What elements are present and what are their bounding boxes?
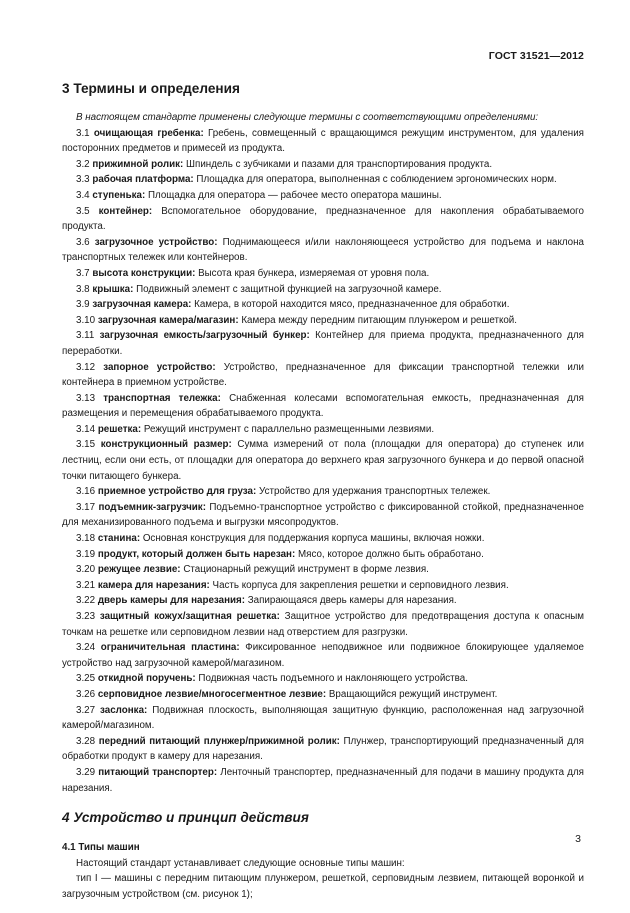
term-name: откидной поручень:	[97, 673, 196, 685]
term-number: 3.25	[76, 673, 96, 685]
term-name: контейнер:	[98, 205, 153, 217]
terms-list	[62, 126, 584, 797]
term-text: Вращающийся режущий инструмент.	[328, 688, 498, 700]
term-text: Стационарный режущий инструмент в форме лезвия.	[183, 564, 429, 576]
page-content	[62, 80, 584, 903]
term-text: Поднимающееся и/или наклоняющееся устройство для подъема и наклона транспортных тележек или контейнеров.	[62, 236, 584, 264]
term-name: загрузочное устройство:	[94, 236, 218, 248]
term-name: запорное устройство:	[103, 361, 216, 373]
term-name: камера для нарезания:	[97, 579, 210, 591]
term-text: Плунжер, транспортирующий предназначенный для обработки продукт в камеру для нарезания.	[62, 735, 584, 763]
term-number: 3.23	[76, 611, 96, 622]
term-name: дверь камеры для нарезания:	[97, 595, 246, 607]
term-definition	[62, 313, 584, 329]
term-definition	[62, 671, 584, 687]
term-number: 3.10	[76, 314, 96, 326]
term-name: передний питающий плунжер/прижимной ролик:	[98, 735, 340, 747]
term-text: Устройство для удержания транспортных тележек.	[259, 486, 491, 498]
term-number: 3.26	[76, 688, 96, 700]
term-name: продукт, который должен быть нарезан:	[97, 548, 296, 560]
term-number: 3.19	[76, 548, 96, 560]
term-definition	[62, 578, 584, 594]
term-text: Ленточный транспортер, предназначенный для подачи в машину продукта для нарезания.	[62, 766, 584, 794]
term-number: 3.11	[76, 330, 95, 342]
term-definition	[62, 703, 584, 734]
term-number: 3.28	[76, 735, 96, 747]
term-name: станина:	[97, 533, 141, 545]
subsection-4-1-title: 4.1 Типы машин	[62, 842, 140, 854]
term-text: Площадка для оператора — рабочее место оператора машины.	[147, 189, 442, 201]
term-text: Подвижная плоскость, выполняющая защитную функцию, расположенная над загрузочной камерой/магазином.	[62, 704, 584, 732]
term-text: Площадка для оператора, выполненная с соблюдением эргономических норм.	[196, 174, 557, 186]
term-name: подъемник-загрузчик:	[98, 501, 206, 513]
term-number: 3.27	[76, 704, 96, 716]
term-definition	[62, 734, 584, 765]
term-text: Часть корпуса для закрепления решетки и серповидного лезвия.	[212, 579, 509, 591]
term-number: 3.12	[76, 361, 96, 373]
term-text: Фиксированное неподвижное или подвижное блокирующее удаляемое устройство над загрузочной камерой/магазином.	[62, 642, 584, 669]
term-name: транспортная тележка:	[103, 392, 221, 404]
term-number: 3.17	[76, 501, 96, 513]
term-name: загрузочная камера:	[92, 299, 192, 311]
term-name: питающий транспортер:	[98, 766, 218, 778]
term-number: 3.6	[76, 236, 90, 248]
term-text: Режущий инструмент с параллельно размещенными лезвиями.	[143, 423, 435, 435]
term-name: ступенька:	[92, 189, 146, 201]
term-definition	[62, 562, 584, 578]
term-name: высота конструкции:	[92, 267, 196, 279]
section-4-title: 4 Устройство и принцип действия	[62, 810, 309, 826]
term-name: режущее лезвие:	[97, 564, 181, 576]
term-text: Основная конструкция для поддержания корпуса машины, включая ножки.	[142, 533, 485, 545]
term-number: 3.13	[76, 392, 96, 404]
term-number: 3.8	[76, 283, 90, 295]
term-definition	[62, 547, 584, 563]
section-3-intro: В настоящем стандарте применены следующие термины с соответствующими определениями:	[76, 112, 539, 123]
term-definition	[62, 687, 584, 703]
term-name: рабочая платформа:	[92, 174, 194, 186]
term-text: Контейнер для приема продукта, предназначенного для переработки.	[62, 330, 584, 357]
section-4-paragraph-2: тип I — машины с передним питающим плунжером, решеткой, серповидным лезвием, питающей воронкой и загрузочным устройством (см. рисунок 1);	[62, 873, 584, 900]
term-text: Подъемно-транспортное устройство с фиксированной стойкой, предназначенное для механизированного подъема и выгрузки мясопродуктов.	[62, 501, 584, 529]
term-number: 3.21	[76, 579, 96, 591]
term-number: 3.14	[76, 423, 96, 435]
term-text: Вспомогательное оборудование, предназначенное для накопления обрабатываемого продукта.	[62, 205, 584, 233]
section-4-paragraph-1: Настоящий стандарт устанавливает следующие основные типы машин:	[76, 857, 405, 869]
term-number: 3.24	[76, 642, 96, 654]
term-name: серповидное лезвие/многосегментное лезвие:	[97, 688, 327, 700]
term-number: 3.16	[76, 486, 96, 498]
term-text: Подвижная часть подъемного и наклоняющего устройства.	[198, 673, 468, 685]
term-text: Снабженная колесами вспомогательная емкость, предназначенная для размещения и перемещения обрабатываемого продукта.	[62, 392, 584, 420]
term-text: Камера, в которой находится мясо, предназначенное для обработки.	[194, 299, 510, 311]
page-number: 3	[575, 833, 581, 845]
document-id-header: ГОСТ 31521—2012	[488, 50, 584, 62]
term-number: 3.3	[76, 174, 90, 186]
term-name: загрузочная емкость/загрузочный бункер:	[99, 330, 310, 342]
term-name: заслонка:	[100, 704, 148, 716]
term-number: 3.1	[76, 127, 90, 139]
term-text: Мясо, которое должно быть обработано.	[297, 548, 484, 560]
term-definition	[62, 157, 584, 173]
term-definition	[62, 204, 584, 235]
term-definition	[62, 437, 584, 484]
term-definition	[62, 266, 584, 282]
term-name: конструкционный размер:	[100, 439, 232, 451]
term-number: 3.2	[76, 158, 90, 170]
term-text: Устройство, предназначенное для фиксации транспортной тележки или контейнера в приемном устройстве.	[62, 361, 584, 389]
term-text: Гребень, совмещенный с вращающимся режущим инструментом, для удаления посторонних предметов и примесей из продукта.	[62, 127, 584, 155]
term-name: крышка:	[92, 283, 134, 295]
term-number: 3.20	[76, 564, 96, 576]
term-definition	[62, 422, 584, 438]
term-definition	[62, 500, 584, 531]
term-number: 3.15	[76, 439, 96, 451]
term-text: Защитное устройство для предотвращения доступа к опасным точкам на решетке или серповидном лезвии над отверстием для разгрузки.	[62, 611, 585, 638]
term-definition	[62, 235, 584, 266]
term-text: Подвижный элемент с защитной функцией на загрузочной камере.	[136, 283, 442, 295]
term-definition	[62, 593, 584, 609]
term-definition	[62, 126, 584, 157]
term-definition	[62, 188, 584, 204]
term-definition	[62, 765, 584, 796]
section-3-title: 3 Термины и определения	[62, 81, 240, 96]
term-definition	[62, 609, 584, 640]
term-number: 3.29	[76, 766, 96, 778]
term-definition	[62, 360, 584, 391]
term-text: Запирающаяся дверь камеры для нарезания.	[247, 595, 457, 607]
term-number: 3.5	[76, 205, 90, 217]
term-definition	[62, 640, 584, 671]
term-number: 3.18	[76, 533, 96, 545]
term-definition	[62, 391, 584, 422]
term-text: Камера между передним питающим плунжером и решеткой.	[241, 314, 517, 326]
term-definition	[62, 172, 584, 188]
term-definition	[62, 328, 584, 359]
term-text: Шпиндель с зубчиками и пазами для транспортирования продукта.	[186, 158, 493, 170]
term-number: 3.4	[76, 189, 90, 201]
term-name: ограничительная пластина:	[100, 642, 240, 654]
term-name: очищающая гребенка:	[93, 127, 204, 139]
term-number: 3.22	[76, 595, 96, 607]
term-name: загрузочная камера/магазин:	[97, 314, 239, 326]
term-number: 3.9	[76, 299, 90, 311]
term-name: приемное устройство для груза:	[97, 486, 257, 498]
term-name: прижимной ролик:	[92, 158, 184, 170]
term-name: решетка:	[97, 423, 142, 435]
term-name: защитный кожух/защитная решетка:	[99, 611, 280, 622]
term-text: Сумма измерений от пола (площадки для оператора) до ступенек или лестниц, если они есть, от площадки для оператора до верхнего края загрузочного бункера и до первой опасной точки питающего бункера.	[62, 439, 584, 482]
term-text: Высота края бункера, измеряемая от уровня пола.	[198, 267, 430, 279]
term-definition	[62, 297, 584, 313]
term-definition	[62, 282, 584, 298]
term-definition	[62, 484, 584, 500]
term-definition	[62, 531, 584, 547]
term-number: 3.7	[76, 267, 90, 279]
